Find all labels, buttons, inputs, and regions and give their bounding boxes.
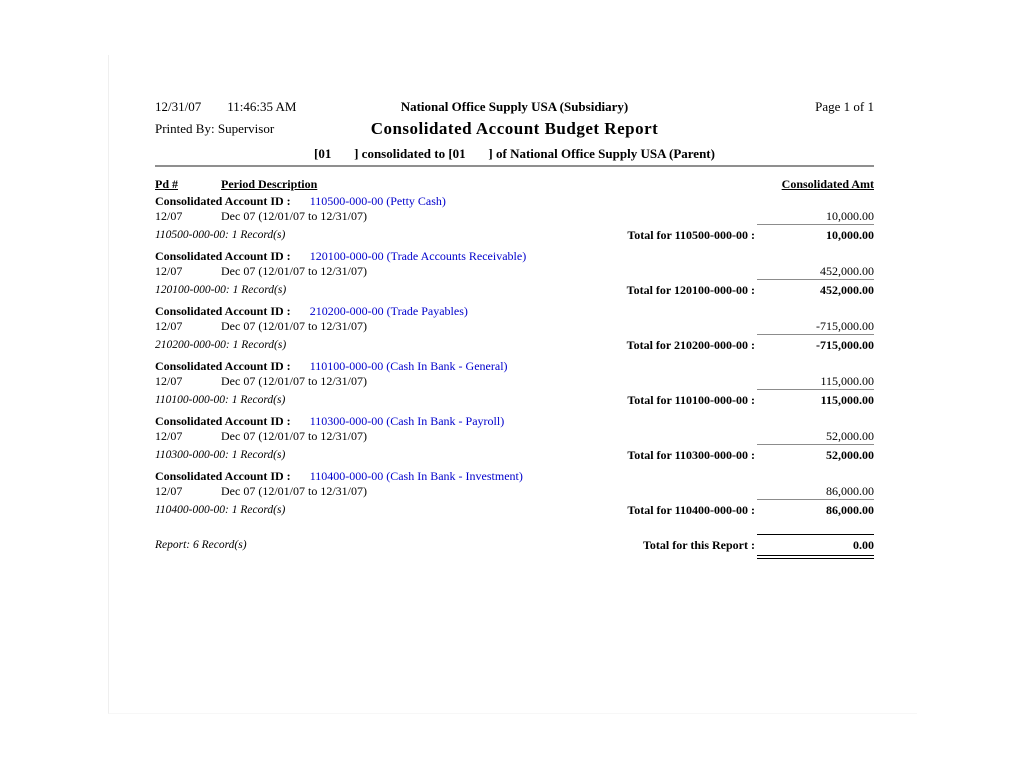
report-header-row2 bbox=[155, 119, 874, 145]
account-id-label: Consolidated Account ID : bbox=[155, 304, 291, 318]
print-date: 12/31/07 bbox=[155, 99, 202, 114]
group-record-count: 110300-000-00: 1 Record(s) bbox=[155, 449, 286, 461]
account-id-link[interactable]: 110400-000-00 (Cash In Bank - Investment) bbox=[309, 469, 523, 483]
period-number: 12/07 bbox=[155, 429, 183, 443]
period-description: Dec 07 (12/01/07 to 12/31/07) bbox=[221, 374, 367, 388]
account-id-link[interactable]: 110500-000-00 (Petty Cash) bbox=[309, 194, 446, 208]
account-id-link[interactable]: 110100-000-00 (Cash In Bank - General) bbox=[309, 359, 508, 373]
group-total-amount: 452,000.00 bbox=[757, 279, 874, 298]
group-total-label: Total for 110400-000-00 : bbox=[627, 503, 755, 517]
account-id-label: Consolidated Account ID : bbox=[155, 469, 291, 483]
printed-by: Printed By: Supervisor bbox=[155, 121, 275, 136]
group-total-label: Total for 120100-000-00 : bbox=[626, 283, 755, 297]
period-amount: 10,000.00 bbox=[826, 209, 874, 223]
period-row bbox=[155, 264, 874, 279]
account-group bbox=[155, 249, 874, 298]
period-amount: 452,000.00 bbox=[820, 264, 874, 278]
group-total-amount: 86,000.00 bbox=[757, 499, 874, 518]
group-total-row bbox=[155, 444, 874, 463]
group-record-count: 110400-000-00: 1 Record(s) bbox=[155, 504, 286, 516]
group-total-amount: 10,000.00 bbox=[757, 224, 874, 243]
period-description: Dec 07 (12/01/07 to 12/31/07) bbox=[221, 209, 367, 223]
report-title: Consolidated Account Budget Report bbox=[370, 119, 659, 138]
period-number: 12/07 bbox=[155, 209, 183, 223]
column-header-period-description: Period Description bbox=[221, 177, 318, 191]
account-id-link[interactable]: 110300-000-00 (Cash In Bank - Payroll) bbox=[309, 414, 505, 428]
group-total-row bbox=[155, 389, 874, 408]
account-group bbox=[155, 359, 874, 408]
column-header-pd: Pd # bbox=[155, 177, 179, 191]
period-number: 12/07 bbox=[155, 374, 183, 388]
report-total-label: Total for this Report : bbox=[643, 538, 755, 552]
account-id-line bbox=[155, 359, 874, 374]
account-group bbox=[155, 414, 874, 463]
period-description: Dec 07 (12/01/07 to 12/31/07) bbox=[221, 429, 367, 443]
period-amount: 86,000.00 bbox=[826, 484, 874, 498]
group-total-label: Total for 110300-000-00 : bbox=[627, 448, 755, 462]
period-row bbox=[155, 484, 874, 499]
account-id-line bbox=[155, 469, 874, 484]
account-id-line bbox=[155, 194, 874, 209]
account-id-line bbox=[155, 304, 874, 319]
period-amount: 115,000.00 bbox=[820, 374, 874, 388]
group-record-count: 210200-000-00: 1 Record(s) bbox=[155, 339, 287, 351]
group-record-count: 120100-000-00: 1 Record(s) bbox=[155, 284, 287, 296]
group-total-label: Total for 110500-000-00 : bbox=[627, 228, 755, 242]
report-page bbox=[108, 55, 917, 714]
period-amount: -715,000.00 bbox=[816, 319, 874, 333]
group-total-row bbox=[155, 279, 874, 298]
page-number: Page 1 of 1 bbox=[815, 99, 874, 114]
period-number: 12/07 bbox=[155, 484, 183, 498]
column-header-row bbox=[155, 177, 874, 192]
period-number: 12/07 bbox=[155, 319, 183, 333]
period-row bbox=[155, 319, 874, 334]
account-group bbox=[155, 304, 874, 353]
company-name: National Office Supply USA (Subsidiary) bbox=[400, 99, 629, 114]
group-total-row bbox=[155, 334, 874, 353]
group-total-amount: 115,000.00 bbox=[757, 389, 874, 408]
group-total-row bbox=[155, 499, 874, 518]
group-total-label: Total for 110100-000-00 : bbox=[627, 393, 755, 407]
header-divider bbox=[155, 165, 874, 167]
report-record-count: Report: 6 Record(s) bbox=[155, 539, 247, 551]
account-id-label: Consolidated Account ID : bbox=[155, 194, 291, 208]
account-id-line bbox=[155, 249, 874, 264]
group-total-row bbox=[155, 224, 874, 243]
account-group bbox=[155, 469, 874, 518]
report-total-row bbox=[155, 534, 874, 559]
print-time: 11:46:35 AM bbox=[227, 99, 297, 114]
account-group bbox=[155, 194, 874, 243]
period-description: Dec 07 (12/01/07 to 12/31/07) bbox=[221, 319, 367, 333]
account-id-label: Consolidated Account ID : bbox=[155, 249, 291, 263]
account-id-label: Consolidated Account ID : bbox=[155, 414, 291, 428]
group-record-count: 110100-000-00: 1 Record(s) bbox=[155, 394, 286, 406]
group-total-amount: 52,000.00 bbox=[757, 444, 874, 463]
account-id-line bbox=[155, 414, 874, 429]
report-body bbox=[155, 177, 874, 559]
group-total-label: Total for 210200-000-00 : bbox=[626, 338, 755, 352]
period-description: Dec 07 (12/01/07 to 12/31/07) bbox=[221, 484, 367, 498]
account-id-link[interactable]: 210200-000-00 (Trade Payables) bbox=[309, 304, 468, 318]
consolidation-line: [01 ] consolidated to [01 ] of National Office Supply USA (Parent) bbox=[314, 146, 715, 161]
account-id-label: Consolidated Account ID : bbox=[155, 359, 291, 373]
period-row bbox=[155, 429, 874, 444]
period-description: Dec 07 (12/01/07 to 12/31/07) bbox=[221, 264, 367, 278]
report-total-amount: 0.00 bbox=[757, 534, 874, 559]
group-record-count: 110500-000-00: 1 Record(s) bbox=[155, 229, 286, 241]
period-amount: 52,000.00 bbox=[826, 429, 874, 443]
account-id-link[interactable]: 120100-000-00 (Trade Accounts Receivable) bbox=[309, 249, 527, 263]
period-row bbox=[155, 209, 874, 224]
group-total-amount: -715,000.00 bbox=[757, 334, 874, 353]
period-row bbox=[155, 374, 874, 389]
column-header-consolidated-amt: Consolidated Amt bbox=[781, 177, 874, 191]
period-number: 12/07 bbox=[155, 264, 183, 278]
